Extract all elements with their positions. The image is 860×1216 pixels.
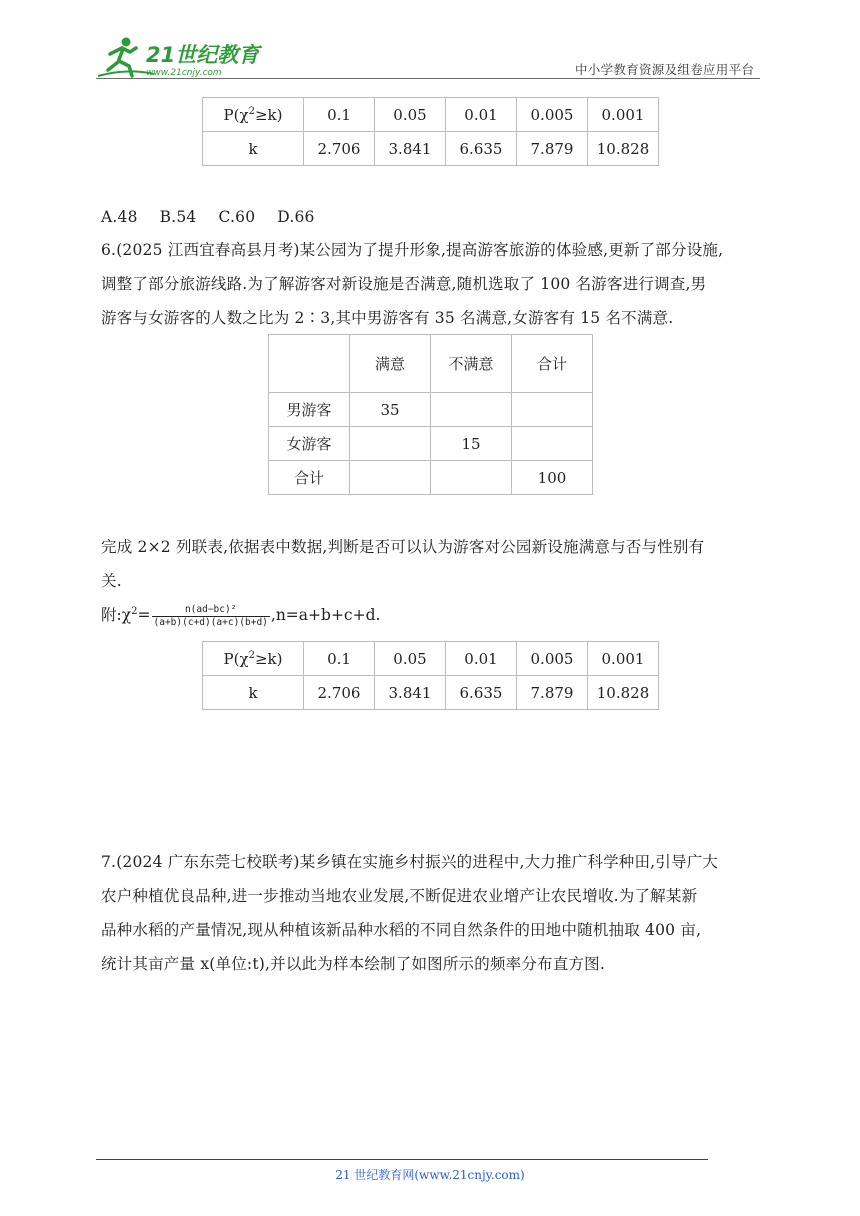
table-row [269, 461, 593, 495]
question-7-text: 统计其亩产量 x(单位:t),并以此为样本绘制了如图所示的频率分布直方图. [101, 955, 605, 973]
table-cell: 0.01 [446, 98, 517, 132]
question-7-text: 农户种植优良品种,进一步推动当地农业发展,不断促进农业增产让农民增收.为了解某新 [101, 887, 698, 905]
site-name: 中小学教育资源及组卷应用平台 [575, 62, 755, 77]
table-cell: 0.001 [588, 642, 659, 676]
table-cell: 3.841 [375, 676, 446, 710]
table-row [269, 335, 593, 393]
table-cell: 10.828 [588, 676, 659, 710]
table-header-cell: 不满意 [431, 335, 512, 393]
choice-c: C.60 [218, 208, 256, 226]
table-cell: 0.1 [304, 98, 375, 132]
table-header-cell [269, 335, 350, 393]
k-header-cell: k [203, 132, 304, 166]
k-header-cell: k [203, 676, 304, 710]
svg-text:www.21cnjy.com: www.21cnjy.com [146, 68, 222, 78]
table-header-cell: 合计 [512, 335, 593, 393]
table-row [203, 642, 659, 676]
table-row [269, 393, 593, 427]
table-cell: 0.05 [375, 98, 446, 132]
table-cell: 0.005 [517, 642, 588, 676]
question-6-task: 关. [101, 572, 122, 590]
table-cell [431, 461, 512, 495]
choice-d: D.66 [277, 208, 315, 226]
table-cell: 0.05 [375, 642, 446, 676]
table-cell: 7.879 [517, 132, 588, 166]
table-row [203, 676, 659, 710]
footer-link[interactable]: 21 世纪教育网(www.21cnjy.com) [335, 1168, 525, 1182]
table-row [203, 98, 659, 132]
question-6-task: 完成 2×2 列联表,依据表中数据,判断是否可以认为游客对公园新设施满意与否与性别有 [101, 538, 705, 556]
chi-square-formula: 附$:\chi^2=$ $\frac{\text{n(ad−bc)²}}{(a+b)(c+d)(a+c)(b+d)}$ ,n=a+b+c+d. [101, 603, 381, 628]
header-divider [96, 78, 760, 79]
table-row [203, 132, 659, 166]
table-row [269, 427, 593, 461]
table-cell: 0.005 [517, 98, 588, 132]
footer-divider [96, 1159, 708, 1160]
table-cell: 合计 [269, 461, 350, 495]
runner-logo-icon [96, 36, 266, 80]
table-cell: 3.841 [375, 132, 446, 166]
svg-text:21世纪教育: 21世纪教育 [146, 43, 260, 67]
table-cell: 2.706 [304, 676, 375, 710]
question-7-text: 7.(2024 广东东莞七校联考)某乡镇在实施乡村振兴的进程中,大力推广科学种田,引导广大 [101, 853, 719, 871]
table-cell: 6.635 [446, 132, 517, 166]
table-cell: 0.01 [446, 642, 517, 676]
contingency-table [268, 334, 593, 495]
site-logo [96, 36, 266, 80]
question-6-text: 调整了部分旅游线路.为了解游客对新设施是否满意,随机选取了 100 名游客进行调查,男 [101, 275, 707, 293]
chi-square-table-top [202, 97, 659, 166]
table-cell [350, 461, 431, 495]
table-cell [350, 427, 431, 461]
table-cell [512, 427, 593, 461]
choice-b: B.54 [159, 208, 197, 226]
table-cell [431, 393, 512, 427]
question-6-text: 游客与女游客的人数之比为 2∶3,其中男游客有 35 名满意,女游客有 15 名不满意. [101, 309, 674, 327]
table-cell: 15 [431, 427, 512, 461]
table-cell: 100 [512, 461, 593, 495]
question-7-text: 品种水稻的产量情况,现从种植该新品种水稻的不同自然条件的田地中随机抽取 400 亩, [101, 921, 702, 939]
choice-a: A.48 [101, 208, 138, 226]
table-cell: 10.828 [588, 132, 659, 166]
table-cell: 0.001 [588, 98, 659, 132]
p-header-cell: $P(\chi^2\ge k)$ [203, 98, 304, 132]
table-cell: 男游客 [269, 393, 350, 427]
formula-fraction: $\frac{\text{n(ad−bc)²}}{(a+b)(c+d)(a+c)(b+d)}$ [153, 603, 268, 628]
chi-square-table-bottom [202, 641, 659, 710]
table-cell: 35 [350, 393, 431, 427]
table-cell [512, 393, 593, 427]
table-cell: 女游客 [269, 427, 350, 461]
question-6-text: 6.(2025 江西宜春高县月考)某公园为了提升形象,提高游客旅游的体验感,更新了部分设施, [101, 241, 724, 259]
answer-choices [101, 207, 337, 227]
p-header-cell: $P(\chi^2\ge k)$ [203, 642, 304, 676]
table-cell: 2.706 [304, 132, 375, 166]
table-cell: 7.879 [517, 676, 588, 710]
table-cell: 6.635 [446, 676, 517, 710]
table-cell: 0.1 [304, 642, 375, 676]
table-header-cell: 满意 [350, 335, 431, 393]
